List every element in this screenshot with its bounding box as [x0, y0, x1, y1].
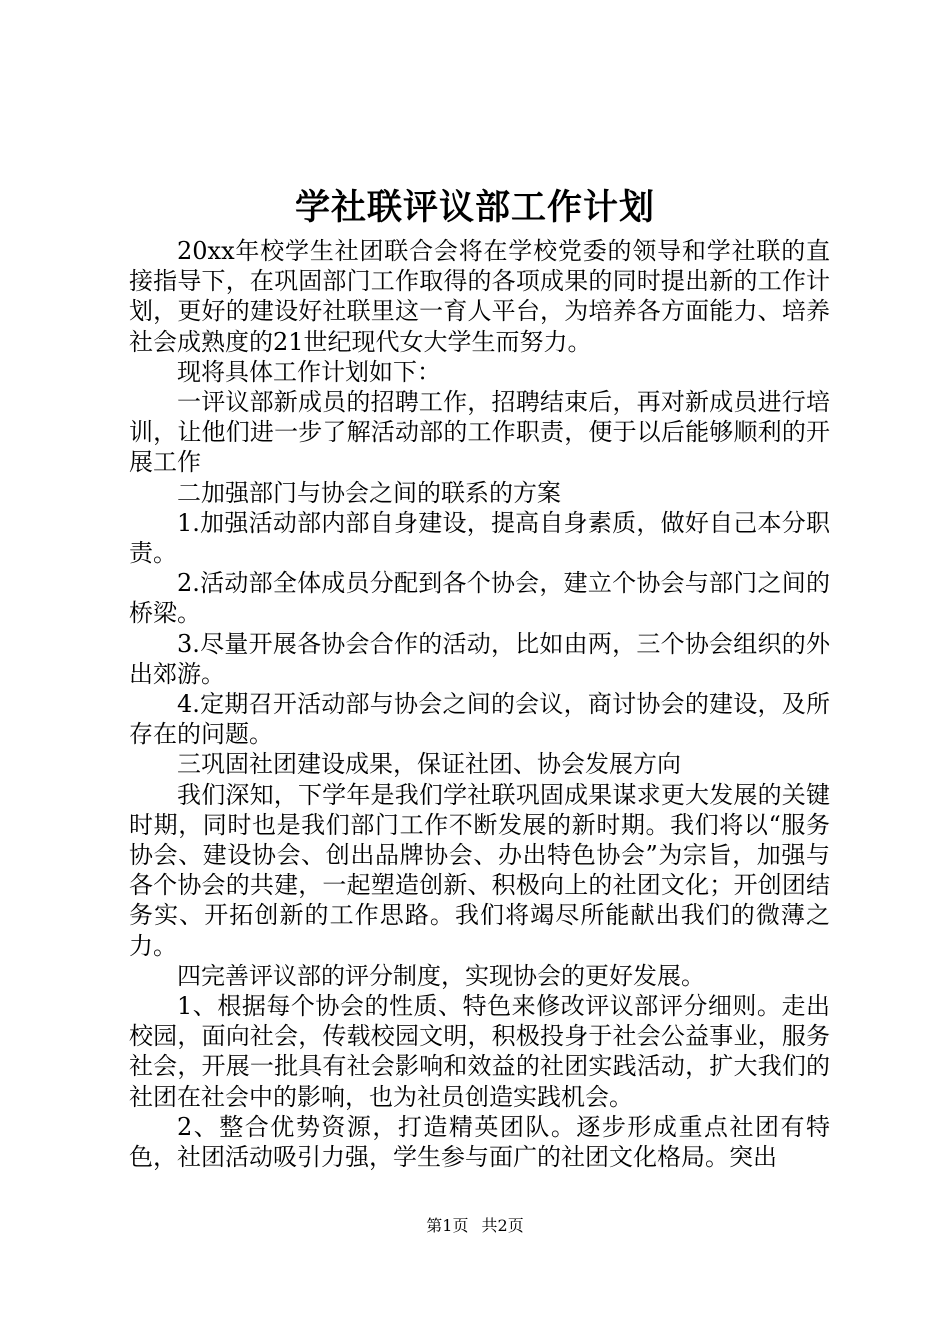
- page-footer: [0, 1215, 950, 1237]
- page-number: 第1页: [426, 1216, 469, 1235]
- paragraph: 四完善评议部的评分制度，实现协会的更好发展。: [177, 961, 705, 990]
- page-title: 学社联评议部工作计划: [294, 187, 655, 228]
- paragraph: 二加强部门与协会之间的联系的方案: [177, 478, 561, 507]
- paragraph: 1、根据每个协会的性质、特色来修改评议部评分细则。走出校园，面向社会，传载校园文明，积极投身于社会公益事业，服务社会，开展一批具有社会影响和效益的社团实践活动，扩大我们的社团在社会中的影响，也为社员创造实践机会。: [129, 992, 830, 1111]
- paragraph: 3.尽量开展各协会合作的活动，比如由两，三个协会组织的外出郊游。: [129, 629, 830, 688]
- paragraph: 现将具体工作计划如下：: [177, 357, 441, 386]
- page-total: 共2页: [481, 1216, 524, 1235]
- paragraph: 一评议部新成员的招聘工作，招聘结束后，再对新成员进行培训，让他们进一步了解活动部的工作职责，便于以后能够顺利的开展工作: [129, 388, 830, 477]
- paragraph: 2、整合优势资源，打造精英团队。逐步形成重点社团有特色，社团活动吸引力强，学生参与面广的社团文化格局。突出: [129, 1112, 830, 1172]
- paragraph: 20xx年校学生社团联合会将在学校党委的领导和学社联的直接指导下，在巩固部门工作取得的各项成果的同时提出新的工作计划，更好的建设好社联里这一育人平台，为培养各方面能力、培养社会成熟度的21世纪现代女大学生而努力。: [129, 237, 830, 356]
- paragraph: 我们深知，下学年是我们学社联巩固成果谋求更大发展的关键时期，同时也是我们部门工作不断发展的新时期。我们将以“服务协会、建设协会、创出品牌协会、办出特色协会”为宗旨，加强与各个协会的共建，一起塑造创新、积极向上的社团文化；开创团结务实、开拓创新的工作思路。我们将竭尽所能献出我们的微薄之力。: [129, 780, 830, 960]
- paragraph: 1.加强活动部内部自身建设，提高自身素质，做好自己本分职责。: [129, 508, 830, 568]
- paragraph: 2.活动部全体成员分配到各个协会，建立个协会与部门之间的桥梁。: [129, 569, 830, 628]
- paragraph: 4.定期召开活动部与协会之间的会议，商讨协会的建设，及所存在的问题。: [129, 690, 830, 749]
- paragraph: 三巩固社团建设成果，保证社团、协会发展方向: [177, 750, 681, 779]
- document-body: [129, 236, 830, 1172]
